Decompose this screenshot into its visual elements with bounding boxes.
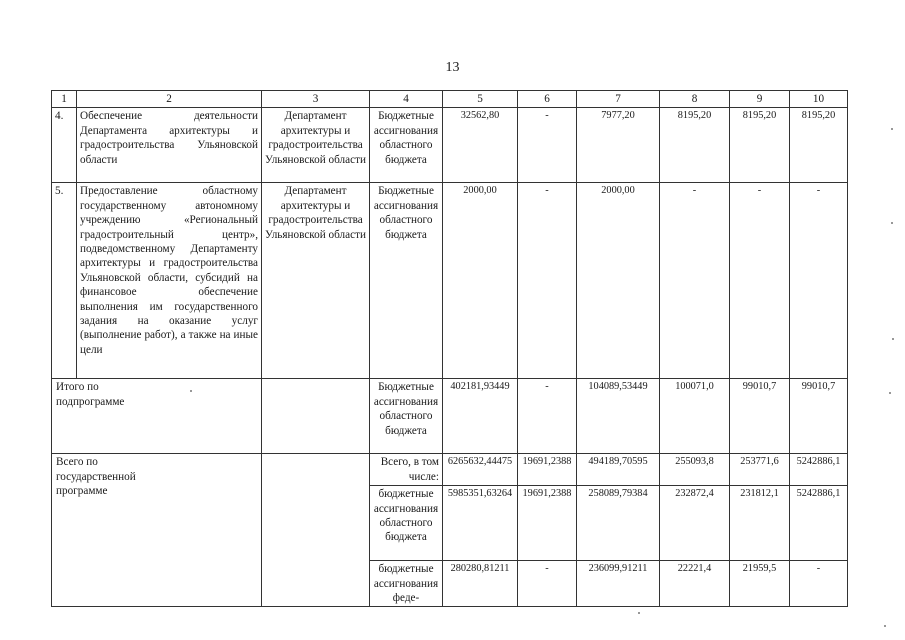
total-label: Всего по государственной программе [52,454,262,607]
funding-source: Бюджетные ассигнования областного бюджета [370,108,443,183]
value-cell: 19691,2388 [518,486,577,561]
value-cell: 236099,91211 [577,561,660,607]
value-cell: 19691,2388 [518,454,577,486]
value-cell: - [518,379,577,454]
column-header: 3 [262,91,370,108]
scan-speck [892,338,894,340]
executor-cell: Департамент архитектуры и градостроительства Ульяновской области [262,108,370,183]
value-cell: 8195,20 [660,108,730,183]
row-number: 5. [52,183,77,379]
table-row [52,108,848,183]
value-cell: - [730,183,790,379]
funding-source: бюджетные ассигнования феде- [370,561,443,607]
empty-cell [262,379,370,454]
column-header: 2 [77,91,262,108]
column-header: 10 [790,91,848,108]
value-cell: 5985351,63264 [443,486,518,561]
column-number-row [52,91,848,108]
subtotal-label: Итого по подпрограмме [52,379,262,454]
value-cell: 32562,80 [443,108,518,183]
value-cell: 253771,6 [730,454,790,486]
value-cell: 100071,0 [660,379,730,454]
row-number: 4. [52,108,77,183]
value-cell: 2000,00 [443,183,518,379]
value-cell: 2000,00 [577,183,660,379]
value-cell: 7977,20 [577,108,660,183]
scan-speck [891,222,893,224]
value-cell: 255093,8 [660,454,730,486]
funding-source: Бюджетные ассигнования областного бюджета [370,183,443,379]
column-header: 8 [660,91,730,108]
value-cell: 22221,4 [660,561,730,607]
scan-speck [884,625,886,627]
value-cell: 8195,20 [730,108,790,183]
value-cell: 5242886,1 [790,454,848,486]
value-cell: - [518,561,577,607]
page-number: 13 [445,60,460,75]
scan-speck [638,612,640,614]
value-cell: 232872,4 [660,486,730,561]
column-header: 9 [730,91,790,108]
value-cell: 231812,1 [730,486,790,561]
value-cell: 99010,7 [790,379,848,454]
table-row [52,183,848,379]
value-cell: 21959,5 [730,561,790,607]
value-cell: 402181,93449 [443,379,518,454]
scan-speck [891,128,893,130]
value-cell: 258089,79384 [577,486,660,561]
subtotal-row [52,379,848,454]
value-cell: 494189,70595 [577,454,660,486]
activity-name: Предоставление областному государственному автономному учреждению «Региональный градостроительный центр», подведомственному Департаменту архитектуры и градостроительства Ульяновской области, субсидий на финансовое обеспечение выполнения им государственного задания на оказание услуг (выполнение работ), а также на иные цели [77,183,262,379]
value-cell: - [660,183,730,379]
executor-cell: Департамент архитектуры и градостроительства Ульяновской области [262,183,370,379]
scan-speck [190,390,192,392]
value-cell: - [790,561,848,607]
value-cell: 6265632,44475 [443,454,518,486]
column-header: 7 [577,91,660,108]
funding-source: Всего, в том числе: [370,454,443,486]
value-cell: - [518,108,577,183]
scan-speck [889,392,891,394]
column-header: 6 [518,91,577,108]
funding-source: бюджетные ассигнования областного бюджета [370,486,443,561]
funding-source: Бюджетные ассигнования областного бюджета [370,379,443,454]
value-cell: - [790,183,848,379]
value-cell: 104089,53449 [577,379,660,454]
empty-cell [262,454,370,607]
column-header: 1 [52,91,77,108]
value-cell: 8195,20 [790,108,848,183]
activity-name: Обеспечение деятельности Департамента архитектуры и градостроительства Ульяновской области [77,108,262,183]
value-cell: 280280,81211 [443,561,518,607]
column-header: 5 [443,91,518,108]
column-header: 4 [370,91,443,108]
value-cell: - [518,183,577,379]
value-cell: 99010,7 [730,379,790,454]
budget-table [51,90,848,607]
value-cell: 5242886,1 [790,486,848,561]
total-row [52,454,848,486]
